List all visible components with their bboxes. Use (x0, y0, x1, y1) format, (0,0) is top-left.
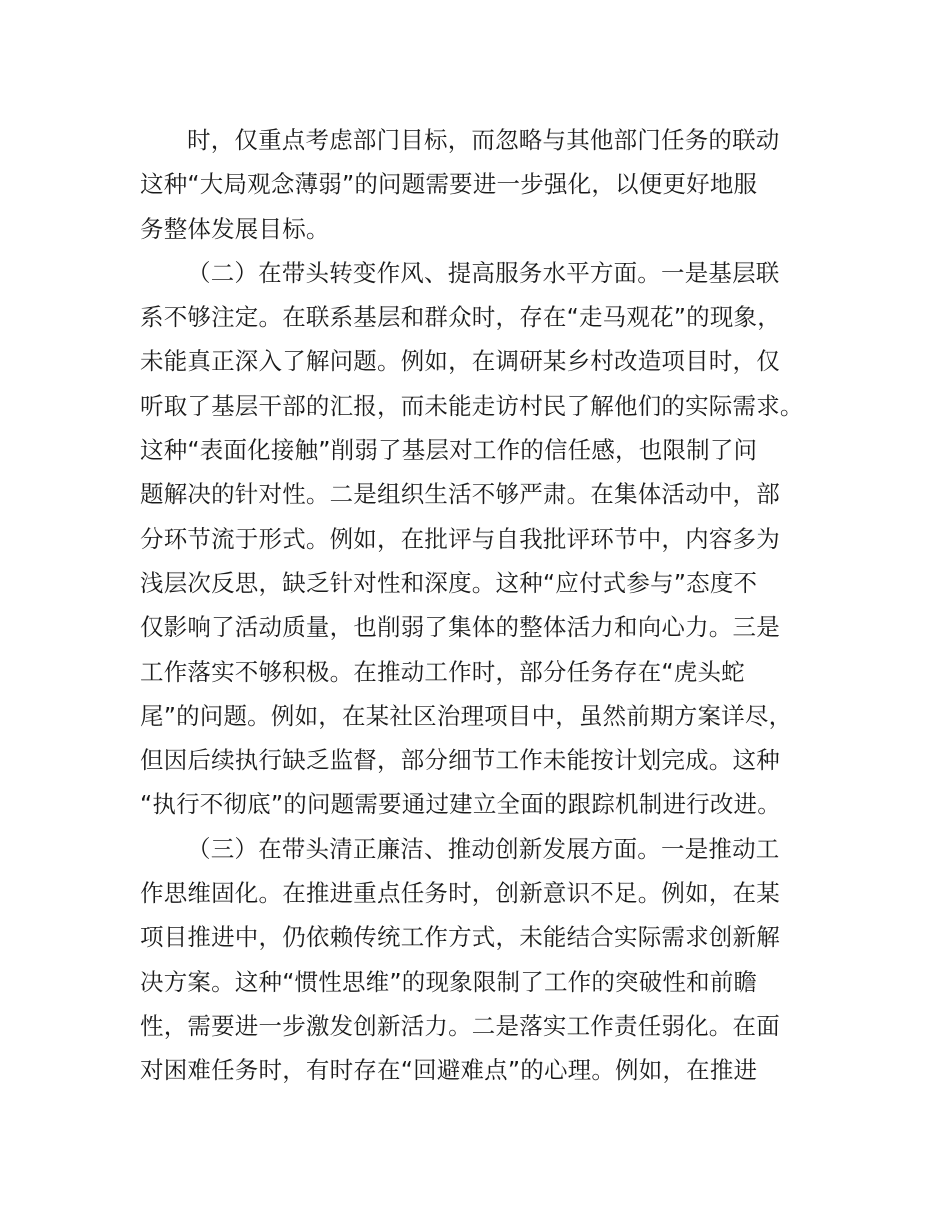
text-line: 这种“表面化接触”削弱了基层对工作的信任感，也限制了问 (140, 436, 758, 465)
paragraph-continuation (140, 118, 840, 251)
text-line: 项目推进中，仍依赖传统工作方式，未能结合实际需求创新解 (140, 923, 780, 952)
text-line: 分环节流于形式。例如，在批评与自我批评环节中，内容多为 (140, 524, 780, 553)
text-line: 听取了基层干部的汇报，而未能走访村民了解他们的实际需求。 (140, 391, 804, 420)
text-line: 对困难任务时，有时存在“回避难点”的心理。例如，在推进 (140, 1056, 758, 1085)
text-line: 未能真正深入了解问题。例如，在调研某乡村改造项目时，仅 (140, 347, 780, 376)
text-line: 务整体发展目标。 (140, 214, 330, 243)
section-heading-line: （二）在带头转变作风、提高服务水平方面。一是基层联 (187, 258, 780, 287)
text-line: 时，仅重点考虑部门目标，而忽略与其他部门任务的联动 (187, 126, 780, 154)
section-heading-line: （三）在带头清正廉洁、推动创新发展方面。一是推动工 (187, 834, 780, 863)
document-body (140, 118, 840, 1093)
text-line: 决方案。这种“惯性思维”的现象限制了工作的突破性和前瞻 (140, 967, 758, 996)
text-line: “执行不彻底”的问题需要通过建立全面的跟踪机制进行改进。 (140, 790, 781, 819)
paragraph-section-3 (140, 827, 840, 1093)
text-line: 但因后续执行缺乏监督，部分细节工作未能按计划完成。这种 (140, 746, 780, 775)
paragraph-section-2 (140, 251, 840, 827)
text-line: 尾”的问题。例如，在某社区治理项目中，虽然前期方案详尽， (140, 701, 793, 730)
text-line: 这种“大局观念薄弱”的问题需要进一步强化，以便更好地服 (140, 170, 758, 199)
text-line: 工作落实不够积极。在推动工作时，部分任务存在“虎头蛇 (140, 657, 745, 686)
text-line: 浅层次反思，缺乏针对性和深度。这种“应付式参与”态度不 (140, 568, 758, 597)
text-line: 作思维固化。在推进重点任务时，创新意识不足。例如，在某 (140, 879, 780, 908)
text-line: 仅影响了活动质量，也削弱了集体的整体活力和向心力。三是 (140, 613, 780, 642)
text-line: 系不够注定。在联系基层和群众时，存在“走马观花”的现象， (140, 303, 781, 332)
text-line: 性，需要进一步激发创新活力。二是落实工作责任弱化。在面 (140, 1011, 780, 1040)
text-line: 题解决的针对性。二是组织生活不够严肃。在集体活动中，部 (140, 480, 780, 509)
